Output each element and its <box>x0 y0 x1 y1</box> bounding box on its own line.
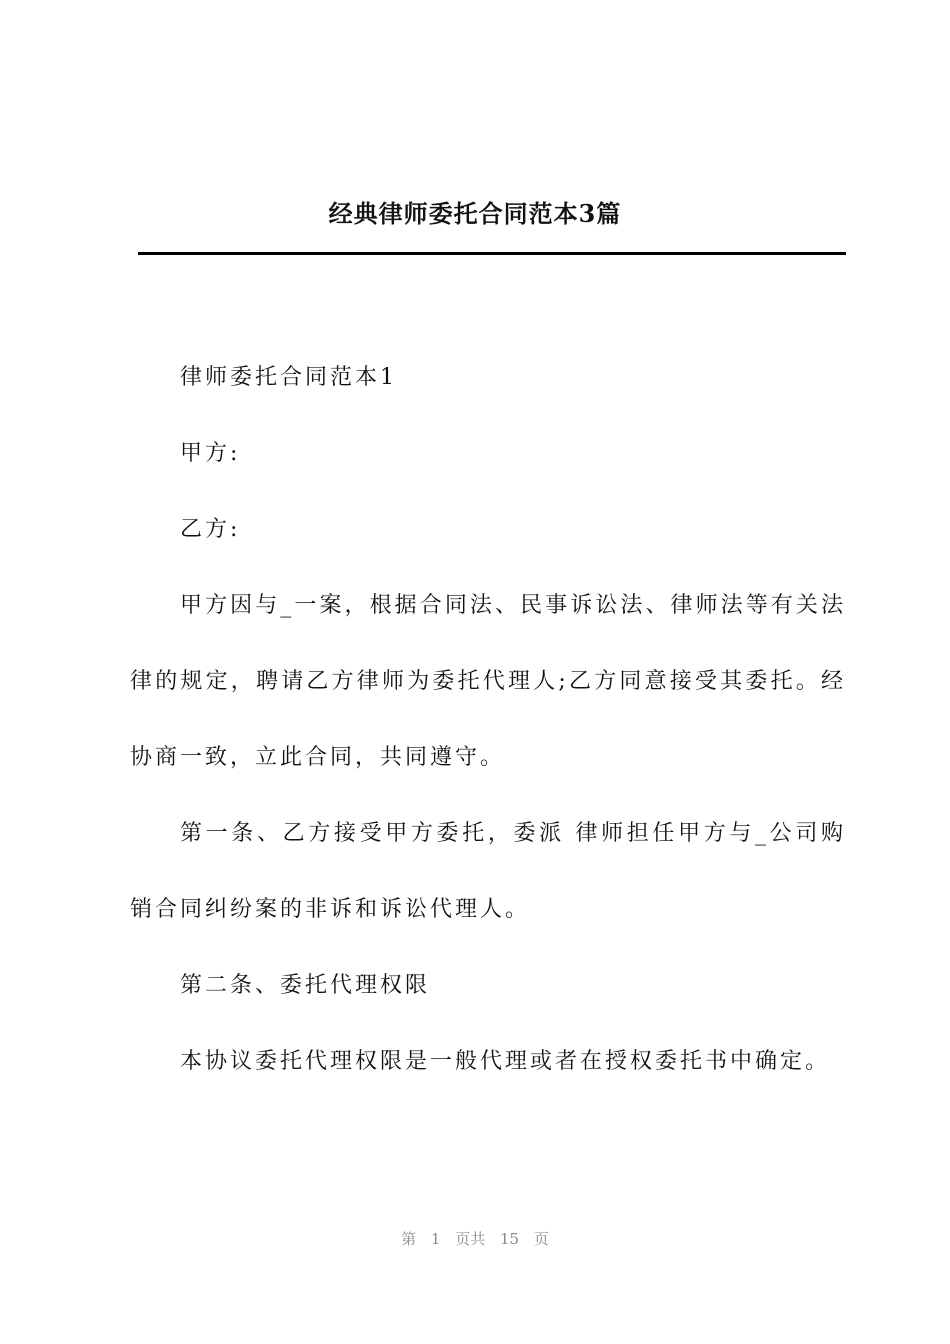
article-2-paragraph: 本协议委托代理权限是一般代理或者在授权委托书中确定。 <box>180 1049 831 1074</box>
article-1-paragraph: 第一条、乙方接受甲方委托，委派 律师担任甲方与_公司购销合同纠纷案的非诉和诉讼代理人。 <box>130 821 846 922</box>
party-b-line: 乙方: <box>180 517 241 542</box>
party-a-line: 甲方: <box>180 441 241 466</box>
document-body <box>130 340 846 1100</box>
section-heading: 律师委托合同范本1 <box>180 365 397 390</box>
document-title: 经典律师委托合同范本3篇 <box>328 199 622 228</box>
title-divider <box>138 252 846 255</box>
page-number-footer: 第 1 页共 15 页 <box>401 1230 549 1248</box>
preamble-paragraph: 甲方因与_一案，根据合同法、民事诉讼法、律师法等有关法律的规定，聘请乙方律师为委托代理人;乙方同意接受其委托。经协商一致，立此合同，共同遵守。 <box>130 593 846 770</box>
article-2-heading: 第二条、委托代理权限 <box>180 973 431 998</box>
